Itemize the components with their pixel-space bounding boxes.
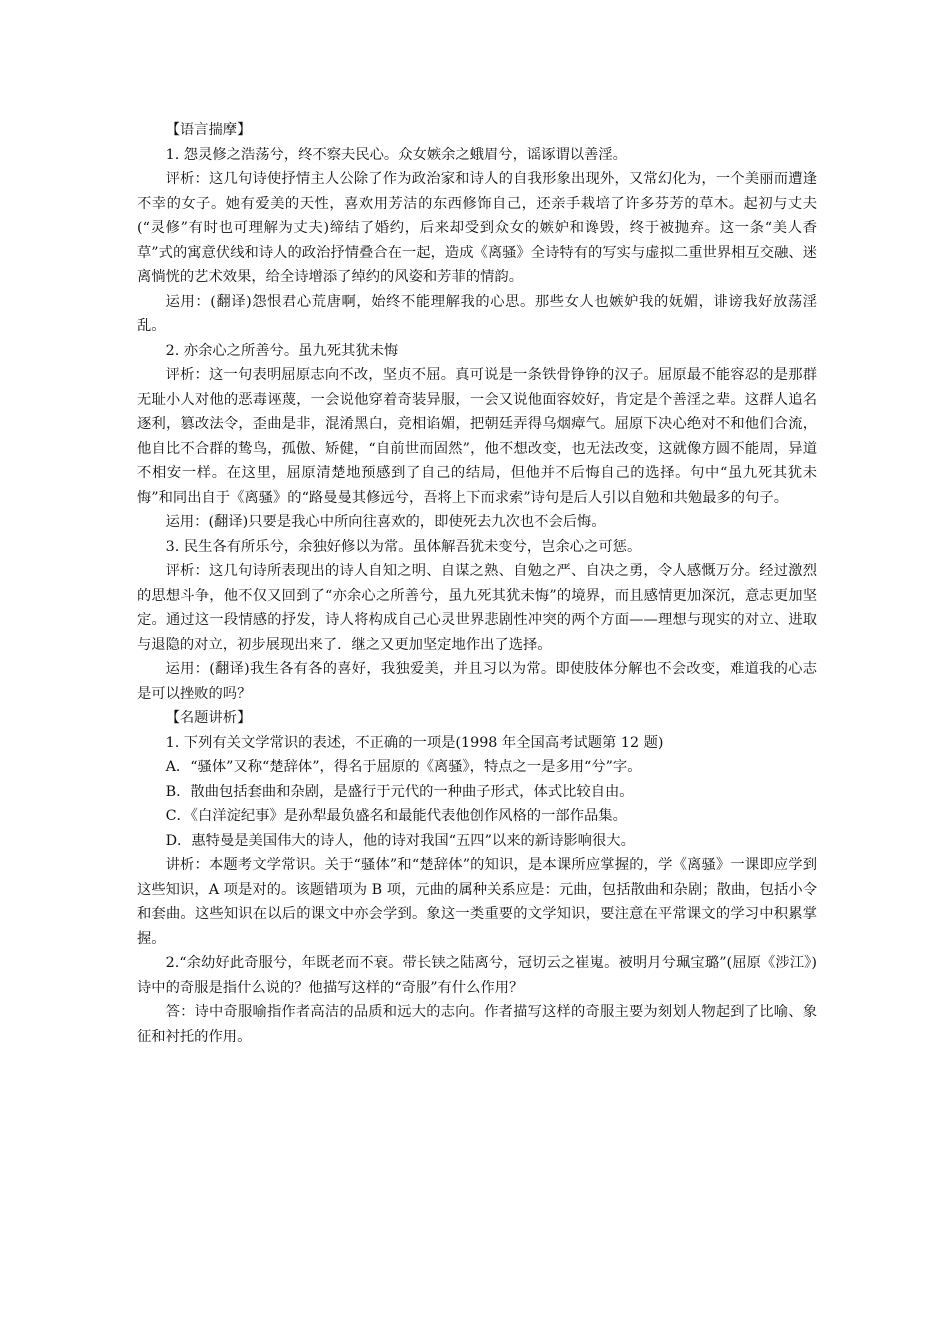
question-1-option-d: D．惠特曼是美国伟大的诗人，他的诗对我国“五四”以来的新诗影响很大。 (165, 832, 635, 849)
item-2-usage: 运用：(翻译)只要是我心中所向往喜欢的，即使死去九次也不会后悔。 (165, 514, 606, 530)
document-page (137, 118, 817, 1049)
question-2-answer: 答：诗中奇服喻指作者高洁的品质和远大的志向。作者描写这样的奇服主要为刻划人物起到了比喻、象征和衬托的作用。 (137, 1004, 817, 1045)
question-2-stem: 2.“余幼好此奇服兮，年既老而不衰。带长铗之陆离兮，冠切云之崔嵬。被明月兮珮宝璐”(屈原《涉江》)诗中的奇服是指什么说的？他描写这样的“奇服”有什么作用？ (137, 955, 817, 996)
item-1-analysis: 评析：这几句诗使抒情主人公除了作为政治家和诗人的自我形象出现外，又常幻化为，一个美丽而遭逢不幸的女子。她有爱美的天性，喜欢用芳洁的东西修饰自己，还亲手栽培了许多芬芳的草木。起初与丈夫(“灵修”有时也可理解为丈夫)缔结了婚约，后来却受到众女的嫉妒和谗毁，终于被抛弃。这一条“美人香草”式的寓意伏线和诗人的政治抒情叠合在一起，造成《离骚》全诗特有的写实与虚拟二重世界相互交融、迷离惝恍的艺术效果，给全诗增添了绰约的风姿和芳菲的情韵。 (137, 171, 817, 285)
item-3-quote: 3. 民生各有所乐兮，余独好修以为常。虽体解吾犹未变兮，岂余心之可惩。 (165, 538, 642, 555)
section-heading-questions: 【名题讲析】 (165, 710, 252, 726)
item-1-usage: 运用：(翻译)怨恨君心荒唐啊，始终不能理解我的心思。那些女人也嫉妒我的妩媚，诽谤我好放荡淫乱。 (137, 293, 817, 334)
item-1-quote: 1. 怨灵修之浩荡兮，终不察夫民心。众女嫉余之蛾眉兮，谣诼谓以善淫。 (165, 146, 627, 163)
item-3-analysis: 评析：这几句诗所表现出的诗人自知之明、自谋之熟、自勉之严、自决之勇，令人感慨万分。经过激烈的思想斗争，他不仅又回到了“亦余心之所善兮，虽九死其犹未悔”的境界，而且感情更加深沉，意志更加坚定。通过这一段情感的抒发，诗人将构成自己心灵世界悲剧性冲突的两个方面——理想与现实的对立、进取与退隐的对立，初步展现出来了．继之又更加坚定地作出了选择。 (137, 563, 817, 653)
question-1-stem: 1. 下列有关文学常识的表述，不正确的一项是(1998 年全国高考试题第 12 题) (165, 734, 664, 751)
question-1-explanation: 讲析：本题考文学常识。关于“骚体”和“楚辞体”的知识，是本课所应掌握的，学《离骚》一课即应学到这些知识，A 项是对的。该题错项为 B 项，元曲的属种关系应是：元曲，包括散曲和杂剧；散曲，包括小令和套曲。这些知识在以后的课文中亦会学到。象这一类重要的文学知识，要注意在平常课文的学习中积累掌握。 (137, 857, 817, 947)
question-1-option-c: C．《白洋淀纪事》是孙犁最负盛名和最能代表他创作风格的一部作品集。 (165, 808, 627, 824)
question-1-option-b: B．散曲包括套曲和杂剧，是盛行于元代的一种曲子形式，体式比较自由。 (165, 783, 634, 800)
question-1-option-a: A．“骚体”又称“楚辞体”，得名于屈原的《离骚》，特点之一是多用“兮”字。 (165, 759, 642, 775)
section-heading-language: 【语言揣摩】 (165, 122, 252, 138)
item-2-quote: 2. 亦余心之所善兮。虽九死其犹未悔 (165, 342, 399, 359)
item-2-analysis: 评析：这一句表明屈原志向不改，坚贞不屈。真可说是一条铁骨铮铮的汉子。屈原最不能容忍的是那群无耻小人对他的恶毒诬蔑，一会说他穿着奇装异服，一会又说他面容姣好，肯定是个善淫之辈。这群人追名逐利，篡改法令，歪曲是非，混淆黑白，竞相谄媚，把朝廷弄得乌烟瘴气。屈原下决心绝对不和他们合流，他自比不合群的鸷鸟，孤傲、矫健，“自前世而固然”，他不想改变，也无法改变，这就像方圆不能周，异道不相安一样。在这里，屈原清楚地预感到了自己的结局，但他并不后悔自己的选择。句中“虽九死其犹未悔”和同出自于《离骚》的“路曼曼其修远兮，吾将上下而求索”诗句是后人引以自勉和共勉最多的句子。 (137, 367, 817, 506)
item-3-usage: 运用：(翻译)我生各有各的喜好，我独爱美，并且习以为常。即使肢体分解也不会改变，难道我的心志是可以挫败的吗？ (137, 661, 817, 702)
